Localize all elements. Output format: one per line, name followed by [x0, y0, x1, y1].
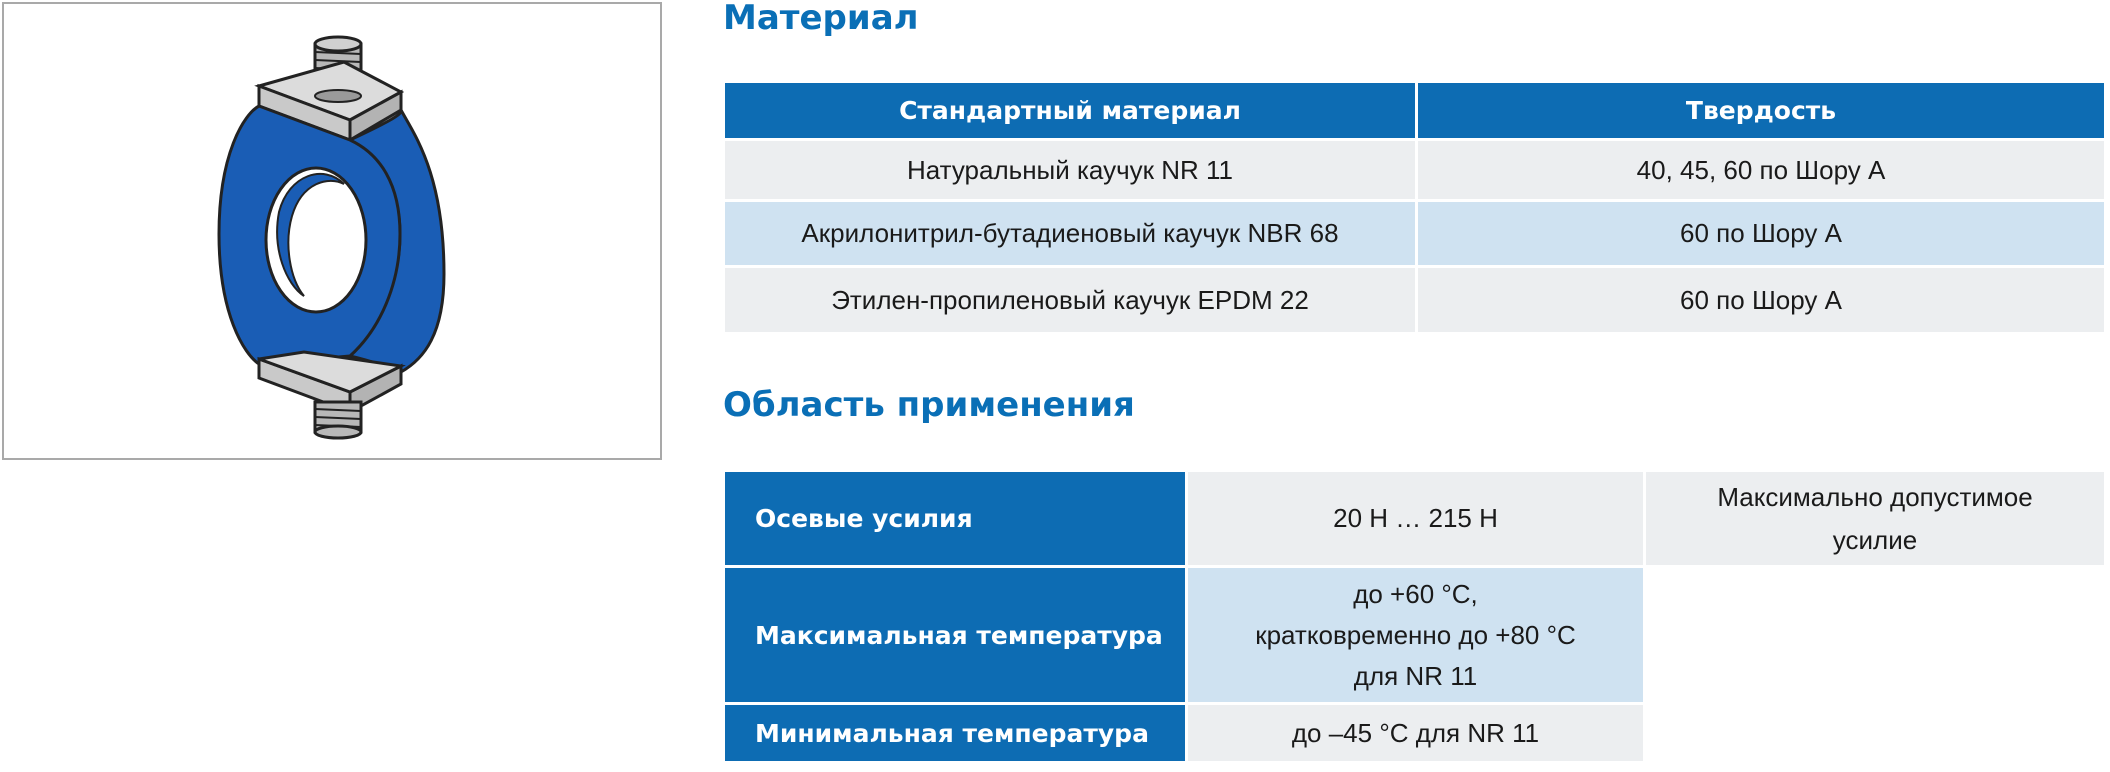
note-line: Максимально допустимое	[1717, 481, 2033, 512]
table-row	[725, 202, 2104, 265]
table-row	[725, 568, 2104, 702]
bottom-stud	[315, 402, 361, 438]
hardness-cell: 40, 45, 60 по Шору A	[1418, 141, 2104, 199]
column-header-standard-material: Стандартный материал	[725, 83, 1415, 138]
value-line: до +60 °C,	[1353, 578, 1478, 609]
table-row	[725, 472, 2104, 565]
material-table-header-row	[725, 83, 2104, 138]
material-cell: Натуральный каучук NR 11	[725, 141, 1415, 199]
axial-force-label: Осевые усилия	[725, 472, 1185, 565]
table-row	[725, 705, 2104, 761]
table-row	[725, 141, 2104, 199]
material-heading: Материал	[723, 0, 919, 38]
min-temperature-value	[1188, 705, 1643, 761]
max-temperature-value	[1188, 568, 1643, 702]
hardness-cell: 60 по Шору A	[1418, 202, 2104, 265]
empty-cell	[1646, 568, 2104, 702]
column-header-hardness: Твердость	[1418, 83, 2104, 138]
material-cell: Акрилонитрил-бутадиеновый каучук NBR 68	[725, 202, 1415, 265]
value-line: для NR 11	[1353, 660, 1478, 691]
axial-force-value	[1188, 472, 1643, 565]
empty-cell	[1646, 705, 2104, 761]
material-table	[722, 80, 2107, 335]
material-cell: Этилен-пропиленовый каучук EPDM 22	[725, 268, 1415, 332]
note-line: усилие	[1832, 524, 1918, 555]
rubber-buffer-mount-icon	[4, 4, 660, 458]
hardness-cell: 60 по Шору A	[1418, 268, 2104, 332]
application-heading: Область применения	[723, 385, 1135, 425]
application-table	[722, 469, 2107, 764]
product-image-frame	[2, 2, 662, 460]
value-line: кратковременно до +80 °C	[1255, 619, 1576, 650]
value-line: до –45 °C для NR 11	[1291, 717, 1540, 748]
value-line: 20 Н … 215 Н	[1333, 503, 1498, 533]
max-temperature-label: Максимальная температура	[725, 568, 1185, 702]
axial-force-note	[1646, 472, 2104, 565]
table-row	[725, 268, 2104, 332]
min-temperature-label: Минимальная температура	[725, 705, 1185, 761]
